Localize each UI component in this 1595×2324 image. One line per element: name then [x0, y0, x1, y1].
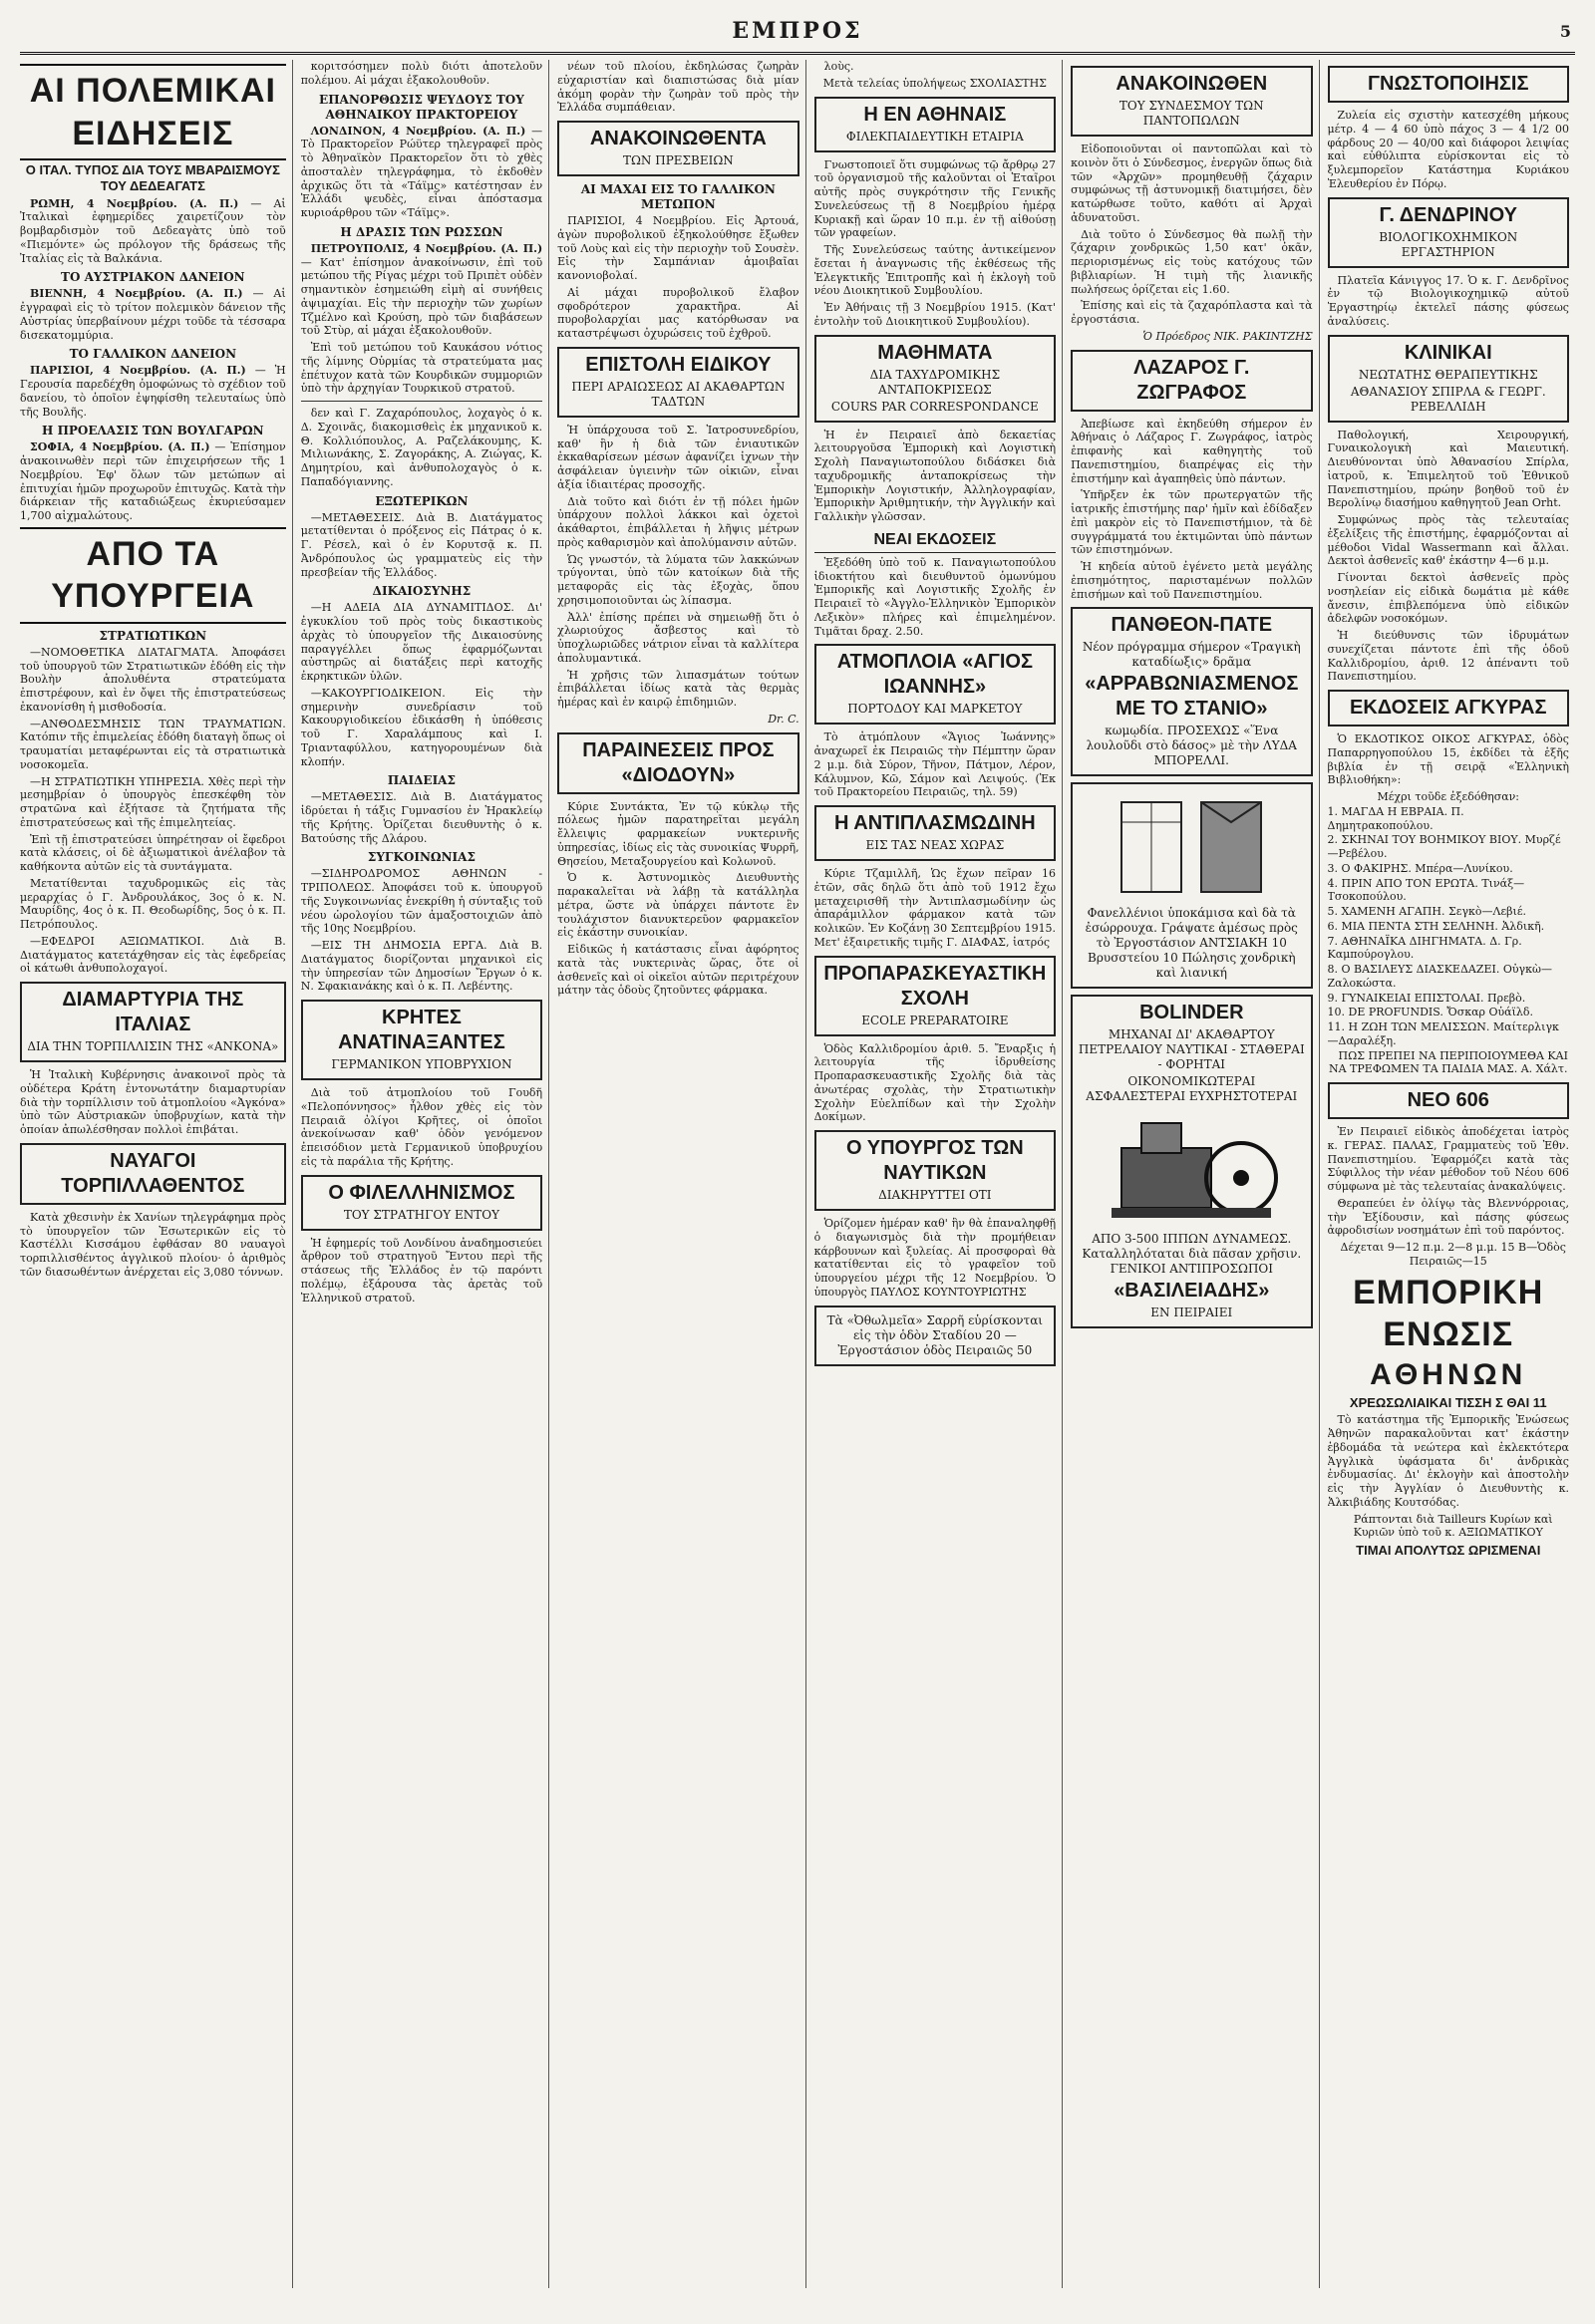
dispatch-text: — Αἱ Ἰταλικαὶ ἐφημερίδες χαιρετίζουν τὸν βομβαρδισμὸν τοῦ Δεδεαγὰτς ὑπὸ τοῦ «Πιεμόντε» ὡς πρόλογον τῆς δράσεως τῆς Ἰταλίας εἰς τὰ Βαλκάνια.	[20, 196, 286, 265]
article-paragraph: Συμφώνως πρὸς τὰς τελευταίας ἐξελίξεις τῆς ἐπιστήμης, ἐφαρμόζονται αἱ μέθοδοι Vidal Wassermann καὶ ἄλλαι. Δεκτοὶ ἀσθενεῖς καθ' ἑκάστην 4—6 μ.μ.	[1327, 513, 1569, 568]
article-paragraph: —ΕΦΕΔΡΟΙ ΑΞΙΩΜΑΤΙΚΟΙ. Διὰ Β. Διατάγματος κατετάχθησαν εἰς τὰς ἐφεδρείας οἱ κάτωθι ἀνθυπολοχαγοί.	[20, 934, 286, 976]
article-paragraph: —ΜΕΤΑΘΕΣΙΣ. Διὰ Β. Διατάγματος ἱδρύεται ἡ τάξις Γυμνασίου ἐν Ἡρακλείῳ τῆς Κρήτης. Ὁρίζεται διευθυντὴς ὁ κ. Βατούσης τῆς Δλάρου.	[300, 790, 543, 845]
article-paragraph: Γίνονται δεκτοὶ ἀσθενεῖς πρὸς νοσηλείαν εἰς εἰδικὰ δωμάτια μὲ κάθε ἄνεσιν, ἐπιβλεπόμενα ὑπὸ εἰδικῶν ἀδελφῶν νοσοκόμων.	[1327, 571, 1569, 626]
box-title: ΕΚΔΟΣΕΙΣ ΑΓΚΥΡΑΣ	[1350, 697, 1547, 719]
article-paragraph: Ὁδὸς Καλλιδρομίου ἀριθ. 5. Ἔναρξις ἡ λειτουργία τῆς ἱδρυθείσης Προπαρασκευαστικῆς Σχολῆς διὰ τὰς ἀνωτέρας σχολὰς, τὴν Στρατιωτικὴν Σχολὴν Εὐελπίδων καὶ τὴν Σχολὴν Δοκίμων.	[813, 1041, 1057, 1124]
article-paragraph: λοὺς.	[823, 60, 854, 73]
box-title: ΛΑΖΑΡΟΣ Γ. ΖΩΓΡΑΦΟΣ	[1133, 356, 1250, 404]
article-paragraph: Ἡ κηδεία αὐτοῦ ἐγένετο μετὰ μεγάλης ἐπισημότητος, παρισταμένων πολλῶν ἐπισήμων καὶ τοῦ Πανεπιστημίου.	[1071, 560, 1313, 601]
box-title: ΝΑΥΑΓΟΙ ΤΟΡΠΙΛΛΑΘΕΝΤΟΣ	[61, 1149, 245, 1197]
clinic-ad-box	[1328, 335, 1569, 423]
obituary-box	[1071, 350, 1312, 412]
article-paragraph: Ἐπίσης καὶ εἰς τὰ ζαχαρόπλαστα καὶ τὰ ἐργοστάσια.	[1071, 299, 1313, 326]
masthead-title: ΕΜΠΡΟΣ	[732, 18, 863, 44]
section-subhead: ΣΤΡΑΤΙΩΤΙΚΩΝ	[99, 628, 207, 643]
article-paragraph: —ΝΟΜΟΘΕΤΙΚΑ ΔΙΑΤΑΓΜΑΤΑ. Ἀποφάσει τοῦ ὑπουργοῦ τῶν Στρατιωτικῶν ἐδόθη εἰς τὴν Βουλὴν ἀπολυθέντα στρατεύματα ἐπιστρέφουν, καὶ ἐν ὄψει τῆς ἐπιστρατεύσεως ἐκανονίσθη ἡ μισθοδοσία.	[20, 645, 286, 714]
article-paragraph: Διὰ τοῦ ἀτμοπλοίου τοῦ Γουδῆ «Πελοπόννησος» ἦλθον χθὲς εἰς τὸν Πειραιᾶ ὀλίγοι Κρῆτες, οἱ ὁποῖοι ἀνεκοίνωσαν καθ' ὁδὸν γενόμενον ἐπεισόδιον μετὰ Γερμανικοῦ ὑποβρυχίου εἰς τὰ παράλια τῆς Κρήτης.	[300, 1086, 543, 1168]
column-4	[814, 60, 1063, 2288]
ad-box	[814, 956, 1056, 1036]
article-paragraph	[20, 440, 286, 523]
divider	[301, 401, 542, 402]
article-heading-box	[557, 732, 798, 794]
article-heading-box	[557, 347, 798, 418]
box-subtitle: ΓΕΡΜΑΝΙΚΟΝ ΥΠΟΒΡΥΧΙΟΝ	[331, 1057, 512, 1071]
dateline: ΡΩΜΗ, 4 Νοεμβρίου. (Α. Π.)	[30, 196, 239, 210]
article-paragraph: Ὑπῆρξεν ἐκ τῶν πρωτεργατῶν τῆς ἰατρικῆς ἐπιστήμης παρ' ἡμῖν καὶ ἐδίδαξεν ἐπὶ μακρὸν εἰς τὸ Πανεπιστήμιον, τὰ δὲ συγγράμματά του ἐκτιμῶνται ὑπὸ πάντων τῶν ἐπιστημόνων.	[1071, 488, 1313, 557]
emporiki-ad	[1328, 1272, 1569, 1560]
box-title: ΚΡΗΤΕΣ ΑΝΑΤΙΝΑΞΑΝΤΕΣ	[338, 1007, 505, 1053]
article-paragraph: Ὁρίζομεν ἡμέραν καθ' ἣν θὰ ἐπαναληφθῇ ὁ διαγωνισμὸς διὰ τὴν προμήθειαν κάρβουνων καὶ ξυλείας. Αἱ προσφοραὶ θὰ κατατίθενται εἰς τὸ γραφεῖον τοῦ ὑπουργείου μέχρι τῆς 12 Νοεμβρίου. Ὁ ὑπουργὸς ΠΑΥΛΟΣ ΚΟΥΝΤΟΥΡΙΩΤΗΣ	[813, 1217, 1057, 1299]
section-subhead: ΠΑΙΔΕΙΑΣ	[387, 773, 456, 788]
column-2	[301, 60, 549, 2288]
dateline: ΠΕΤΡΟΥΠΟΛΙΣ, 4 Νοεμβρίου. (Α. Π.)	[310, 241, 543, 255]
box-title: ΜΑΘΗΜΑΤΑ	[877, 341, 993, 364]
article-paragraph: Κύριε Συντάκτα, Ἐν τῷ κύκλῳ τῆς πόλεως ἡμῶν παρατηρεῖται μεγάλη ἔλλειψις φαρμακείων νυκτερινῆς ὑπηρεσίας, ἰδίως εἰς τὰς συνοικίας Ψυρρῆ, Θησείου, Μεταξουργείου καὶ Κολωνοῦ.	[557, 799, 799, 868]
ad-title-city: ΑΘΗΝΩΝ	[1370, 1357, 1527, 1391]
article-heading-box	[20, 1143, 286, 1205]
box-title: BOLINDER	[1139, 1002, 1244, 1024]
article-paragraph: —ΕΙΣ ΤΗ ΔΗΜΟΣΙΑ ΕΡΓΑ. Διὰ Β. Διατάγματος διορίζονται μηχανικοὶ εἰς τὴν ὑπηρεσίαν τῶν Δημοσίων Ἔργων ὁ κ. Ν. Σφακιανάκης καὶ ὁ κ. Π. Λεβέντης.	[300, 939, 543, 994]
section-subhead: ΣΥΓΚΟΙΝΩΝΙΑΣ	[367, 850, 476, 865]
article-paragraph: Ἐν Ἀθήναις τῇ 3 Νοεμβρίου 1915. (Κατ' ἐντολὴν τοῦ Διοικητικοῦ Συμβουλίου).	[813, 301, 1057, 328]
box-subtitle: ΤΩΝ ΠΡΕΣΒΕΙΩΝ	[622, 153, 734, 167]
article-paragraph: Πλατεῖα Κάνιγγος 17. Ὁ κ. Γ. Δενδρῖνος ἐν τῷ Βιολογικοχημικῷ αὐτοῦ Ἐργαστηρίῳ ἐκτελεῖ πάσης φύσεως ἀναλύσεις.	[1327, 273, 1569, 328]
box-title: ΑΝΑΚΟΙΝΩΘΕΝ	[1116, 73, 1268, 95]
box-title: ΠΑΝΘΕΟΝ-ΠΑΤΕ	[1111, 614, 1273, 637]
article-paragraph: Ἡ διεύθυνσις τῶν ἰδρυμάτων συνεχίζεται πάντοτε ἐπὶ τῆς ὁδοῦ Καλλιδρομίου, ἀριθ. 12 ἀπέναντι τοῦ Πανεπιστημίου.	[1327, 629, 1569, 684]
section-heading: ΝΕΑΙ ΕΚΔΟΣΕΙΣ	[814, 530, 1056, 553]
film-title: «ΑΡΡΑΒΩΝΙΑΣΜΕΝΟΣ ΜΕ ΤΟ ΣΤΑΝΙΟ»	[1085, 673, 1299, 721]
notice-box	[814, 1130, 1056, 1211]
article-paragraph: Ὡς γνωστόν, τὰ λύματα τῶν λακκώνων τρύγονται, ὑπὸ τῶν κατοίκων διὰ τῆς μεταφορᾶς εἰς τὰς ἐξοχὰς, ὅπου χρησιμοποιοῦνται ὡς λίπασμα.	[557, 552, 799, 607]
column-6	[1328, 60, 1575, 2288]
section-subhead: ΕΠΑΝΟΡΘΩΣΙΣ ΨΕΥΔΟΥΣ ΤΟΥ ΑΘΗΝΑΙΚΟΥ ΠΡΑΚΤΟΡΕΙΟΥ	[319, 92, 524, 122]
newspaper-page	[20, 16, 1575, 2288]
article-paragraph: Διὰ τοῦτο ὁ Σύνδεσμος θὰ πωλῇ τὴν ζάχαριν χονδρικῶς 1,50 κατ' ὀκᾶν, περιορισμένως εἰς τοὺς κατόχους τῶν βιβλιαρίων. Ἡ τιμὴ τῆς λιανικῆς πωλήσεως ὁρίζεται εἰς 1.60.	[1071, 227, 1313, 296]
article-paragraph	[301, 242, 542, 338]
article-paragraph	[20, 197, 286, 266]
article-paragraph: Δέχεται 9—12 π.μ. 2—8 μ.μ. 15 Β—Ὁδὸς Πειραιῶς—15	[1340, 1241, 1566, 1268]
notice-box	[1071, 66, 1312, 137]
box-title: ΔΙΑΜΑΡΤΥΡΙΑ ΤΗΣ ΙΤΑΛΙΑΣ	[62, 989, 244, 1035]
article-paragraph	[20, 364, 286, 419]
dateline: ΣΟΦΙΑ, 4 Νοεμβρίου. (Α. Π.)	[30, 440, 210, 454]
article-paragraph: Ἐπὶ τοῦ μετώπου τοῦ Καυκάσου νότιος τῆς λίμνης Οὐρμίας τὰ στρατεύματα μας ἐπέτυχον κατὰ τῶν Κουρδικῶν συμμοριῶν ὑπὸ τὴν ἀρχηγίαν Τουρκικοῦ στρατοῦ.	[300, 341, 543, 396]
list-item: 10. DE PROFUNDIS. Ὄσκαρ Οὐάϊλδ.	[1327, 1006, 1534, 1019]
ad-box	[814, 644, 1056, 725]
headline-war-news: ΑΙ ΠΟΛΕΜΙΚΑΙ ΕΙΔΗΣΕΙΣ	[20, 64, 286, 160]
article-paragraph: Διὰ τοῦτο καὶ διότι ἐν τῇ πόλει ἡμῶν ὑπάρχουν πολλοὶ λάκκοι καὶ ὀχετοὶ ἀκάθαρτοι, ἐπιβάλλεται ἡ λῆψις μέτρων πρὸς καθαρισμὸν καὶ ἀπολύμανσιν αὐτῶν.	[557, 494, 799, 549]
dateline: ΒΙΕΝΝΗ, 4 Νοεμβρίου. (Α. Π.)	[30, 287, 243, 301]
dispatch-text: — Αἱ ἐγγραφαὶ εἰς τὸ τρίτον πολεμικὸν δάνειον τῆς Αὐστρίας ὑπερβαίνουν μέχρι τοῦδε τὰ τέσσαρα δισεκατομμύρια.	[20, 287, 286, 342]
engine-ad-box	[1071, 995, 1312, 1328]
article-paragraph: Ράπτονται διὰ Tailleurs Κυρίων καὶ Κυριῶν ὑπὸ τοῦ κ. ΑΞΙΩΜΑΤΙΚΟΥ	[1353, 1512, 1553, 1540]
article-paragraph: Ὁ κ. Ἀστυνομικὸς Διευθυντὴς παρακαλεῖται νὰ λάβῃ τὰ κατάλληλα μέτρα, ὥστε νὰ ὑπάρχει πάντοτε ἓν τουλάχιστον διανυκτερεῦον φαρμακεῖον εἰς ἑκάστην συνοικίαν.	[557, 871, 799, 940]
article-paragraph	[301, 125, 542, 220]
underwear-ad-box	[1071, 782, 1312, 989]
subheadline-italian-press: Ο ΙΤΑΛ. ΤΥΠΟΣ ΔΙΑ ΤΟΥΣ ΜΒΑΡΔΙΣΜΟΥΣ ΤΟΥ ΔΕΔΕΑΓΑΤΣ	[25, 162, 280, 194]
box-title: ΕΠΙΣΤΟΛΗ ΕΙΔΙΚΟΥ	[585, 353, 772, 376]
article-paragraph: Εἰδικῶς ἡ κατάστασις εἶναι ἀφόρητος κατὰ τὰς νυκτερινὰς ὥρας, ὅτε οἱ ἀσθενεῖς καὶ οἱ οἰκεῖοι αὐτῶν περιτρέχουν μάτην τὰς ὁδοὺς ζητοῦντες φάρμακα.	[557, 943, 799, 998]
box-subtitle: ΝΕΩΤΑΤΗΣ ΘΕΡΑΠΕΥΤΙΚΗΣ	[1358, 367, 1538, 382]
list-item: 2. ΣΚΗΝΑΙ ΤΟΥ ΒΟΗΜΙΚΟΥ ΒΙΟΥ. Μυρζέ—Ρεβέλου.	[1327, 833, 1561, 860]
article-paragraph: Ἀπεβίωσε καὶ ἐκηδεύθη σήμερον ἐν Ἀθήναις ὁ Λάζαρος Γ. Ζωγράφος, ἰατρὸς ἐπιφανὴς καὶ καθηγητὴς τοῦ Πανεπιστημίου, διαπρέψας εἰς τὴν ἐπιστήμην καὶ ἀγαπηθεὶς ὑπὸ πάντων.	[1071, 417, 1313, 485]
article-paragraph: —Η ΣΤΡΑΤΙΩΤΙΚΗ ΥΠΗΡΕΣΙΑ. Χθὲς περὶ τὴν μεσημβρίαν ὁ ὑπουργὸς ἐπεσκέφθη τὸν στρατῶνα καὶ ἐξήτασε τὰ ζητήματα τῆς ἐπιστρατεύσεως καὶ τῆς ἐπιμελητείας.	[20, 774, 286, 829]
article-heading-box	[20, 982, 286, 1062]
article-paragraph: —Η ΑΔΕΙΑ ΔΙΑ ΔΥΝΑΜΙΤΙΔΟΣ. Δι' ἐγκυκλίου τοῦ πρὸς τοὺς δικαστικοὺς ἀρχὰς τὸ ὑπουργεῖον τῆς Δικαιοσύνης παραγγέλλει ὅπως ἐφαρμόζωνται αὐστηρῶς αἱ διατάξεις περὶ κατοχῆς ἐκρηκτικῶν ὑλῶν.	[300, 601, 543, 683]
section-subhead: Η ΠΡΟΕΛΑΣΙΣ ΤΩΝ ΒΟΥΛΓΑΡΩΝ	[42, 424, 264, 438]
notice-box	[814, 335, 1056, 423]
article-paragraph: Θεραπεύει ἐν ὀλίγῳ τὰς Βλεννόρροιας, τὴν Ἐξίδουσιν, καὶ πάσης φύσεως ἀφροδισίων νοσημάτων ἐπὶ τοῦ παρόντος.	[1327, 1196, 1569, 1238]
article-paragraph: Εἰδοποιοῦνται οἱ παντοπῶλαι καὶ τὸ κοινὸν ὅτι ὁ Σύνδεσμος, ἐνεργῶν ὅπως διὰ τῶν «Ἀρχῶν» προμηθευθῇ ζάχαριν συμφώνως τῇ ἀστυνομικῇ διατιμήσει, δὲν κατώρθωσε τοῦτο, καθότι αἱ Ἀρχαὶ ἀδυνατοῦσι.	[1071, 143, 1313, 224]
article-paragraph: —ΑΝΘΟΔΕΣΜΗΣΙΣ ΤΩΝ ΤΡΑΥΜΑΤΙΩΝ. Κατόπιν τῆς ἐπιμελείας ἐδόθη διαταγὴ ὅπως οἱ τραυματίαι μεταφέρωνται εἰς τὰ στρατιωτικὰ νοσοκομεῖα.	[20, 717, 286, 771]
box-title: Ο ΥΠΟΥΡΓΟΣ ΤΩΝ ΝΑΥΤΙΚΩΝ	[845, 1137, 1024, 1184]
list-item: 1. ΜΑΓΔΑ Η ΕΒΡΑΙΑ. Π. Δημητρακοπούλου.	[1327, 804, 1464, 832]
section-subhead: ΔΙΚΑΙΟΣΥΝΗΣ	[372, 584, 472, 599]
box-subtitle: ΕΙΣ ΤΑΣ ΝΕΑΣ ΧΩΡΑΣ	[865, 838, 1005, 852]
article-paragraph: Τὸ κατάστημα τῆς Ἐμπορικῆς Ἑνώσεως Ἀθηνῶν παρακαλοῦνται κατ' ἑκάστην ἑβδομάδα τὰ νεώτερα καὶ ἐκλεκτότερα Ἀγγλικὰ ὑφάσματα δι' ἀνδρικὰς ἐνδυμασίας. Δι' ἐκλογὴν καὶ ἀποστολὴν εἰς τὴν Ἀγγλίαν ὁ Διευθυντὴς κ. Ἀλκιβιάδης Κουτσόδας.	[1327, 1413, 1569, 1509]
article-paragraph: Ἐπὶ τῇ ἐπιστρατεύσει ὑπηρέτησαν οἱ ἔφεδροι κατὰ κλάσεις, οἱ δὲ ἀξιωματικοὶ ἀνέλαβον τὰ καθήκοντα αὐτῶν εἰς τὰ συντάγματα.	[20, 832, 286, 873]
ad-text: Τὰ «Ὀθωλμεῖα» Σαρρῆ εὑρίσκονται εἰς τὴν ὁδὸν Σταδίου 20 — Ἐργοστάσιον ὁδὸς Πειραιῶς 50	[826, 1312, 1043, 1357]
signature: Ὁ Πρόεδρος ΝΙΚ. ΡΑΚΙΝΤΖΗΣ	[1142, 329, 1313, 343]
dispatch-text: — Τὸ Πρακτορεῖον Ρώϋτερ τηλεγραφεῖ πρὸς τὸ Ἀθηναϊκὸν Πρακτορεῖον ὅτι τὸ χθὲς ἀποσταλὲν τηλεγράφημα, τὸ ἐκδοθὲν ἀρχικῶς ὅτι τὰ «Τάϊμς» κατέστησαν ἐν Ἑλλάδι ψευδὲς, εἶναι ἀπόστασμα κυριοάρθρου τῶν «Τάϊμς».	[300, 124, 543, 219]
box-subtitle: ΔΙΑΚΗΡΥΤΤΕΙ ΟΤΙ	[878, 1188, 992, 1202]
list-item: 7. ΑΘΗΝΑΪΚΑ ΔΙΗΓΗΜΑΤΑ. Δ. Γρ. Καμπούρογλου.	[1327, 934, 1522, 962]
dispatch-text: — Ἐπίσημον ἀνακοινωθὲν περὶ τῶν ἐπιχειρήσεων τῆς 1 Νοεμβρίου. Ἐφ' ὅλων τῶν μετώπων αἱ ἐπιτυχίαι ἡμῶν προχωροῦν ἐπιτυχῶς. Κατὰ τὴν διάρκειαν τῆς καταδιώξεως ἐκυριεύσαμεν 1,700 αἰχμαλώτους.	[20, 440, 286, 522]
box-subtitle: ΦΙΛΕΚΠΑΙΔΕΥΤΙΚΗ ΕΤΑΙΡΙΑ	[845, 129, 1024, 144]
box-subtitle-french: COURS PAR CORRESPONDANCE	[830, 399, 1039, 414]
article-heading-box	[557, 121, 798, 176]
dispatch-text: — Ἡ Γερουσία παρεδέχθη ὁμοφώνως τὸ σχέδιον τοῦ δανείου, τὸ ὁποῖον ἐψηφίσθη τελευταίως ὑπὸ τῆς Βουλῆς.	[20, 364, 286, 419]
book-list-title: Μέχρι τοῦδε ἐξεδόθησαν:	[1377, 790, 1520, 803]
article-paragraph: Γνωστοποιεῖ ὅτι συμφώνως τῷ ἄρθρῳ 27 τοῦ ὀργανισμοῦ τῆς καλοῦνται οἱ Ἑταῖροι αὐτῆς πρὸς συγκρότησιν τῆς Γενικῆς Συνελεύσεως τῇ 8 Νοεμβρίου ἡμέρᾳ Κυριακῇ καὶ ὥραν 10 π.μ. ἐν τῇ αἰθούσῃ τῶν γραφείων.	[813, 157, 1057, 240]
section-subhead: ΤΟ ΑΥΣΤΡΙΑΚΟΝ ΔΑΝΕΙΟΝ	[61, 270, 245, 285]
article-paragraph: Ἡ Ἰταλικὴ Κυβέρνησις ἀνακοινοῖ πρὸς τὰ οὐδέτερα Κράτη ἐντονωτάτην διαμαρτυρίαν διὰ τὴν τορπίλλισιν τοῦ ἀτμοπλοίου «Ἀγκόνα» ὑπὸ τῶν Αὐστριακῶν ὑποβρυχίων, κατὰ τὴν ὁποίαν ἀπωλέσθησαν πολλοὶ ἐπιβάται.	[20, 1068, 286, 1136]
box-title: ΚΛΙΝΙΚΑΙ	[1404, 341, 1492, 364]
section-subhead: ΤΟ ΓΑΛΛΙΚΟΝ ΔΑΝΕΙΟΝ	[69, 347, 237, 362]
medical-ad-box	[1328, 1082, 1569, 1119]
engine-illustration-icon	[1092, 1108, 1291, 1228]
lab-ad-box	[1328, 197, 1569, 268]
ad-footer: ΤΙΜΑΙ ΑΠΟΛΥΤΩΣ ΩΡΙΣΜΕΝΑΙ	[1356, 1543, 1541, 1558]
page-number: 5	[1559, 22, 1571, 41]
article-paragraph: Ἐξεδόθη ὑπὸ τοῦ κ. Παναγιωτοπούλου ἰδιοκτήτου καὶ διευθυντοῦ ὁμωνύμου Ἐμπορικῆς καὶ Λογιστικῆς Σχολῆς ἐν Πειραιεῖ τὸ «Ἀγγλο-Ἑλληνικὸν Ἐμπορικὸν Λεξικὸν» πλήρες καὶ ἐπιμελημένον. Τιμᾶται δραχ. 2.50.	[813, 555, 1057, 638]
article-paragraph: Κύριε Τζαμιλλῆ, Ὡς ἔχων πεῖραν 16 ἐτῶν, σᾶς δηλῶ ὅτι ἀπὸ τοῦ 1912 ἔχω μεταχειρισθῆ τὴν Ἀντιπλασμωδίνην ὡς ἀπαράμιλλον φάρμακον κατὰ τῶν κολικῶν. Ἐν Κοζάνῃ 30 Σεπτεμβρίου 1915. Μετ' ἐξαιρετικῆς τιμῆς Γ. ΔΙΑΦΑΣ, ἰατρός	[813, 867, 1057, 949]
box-subtitle: ΤΟΥ ΣΤΡΑΤΗΓΟΥ ΕΝΤΟΥ	[343, 1207, 500, 1222]
ad-text: ΑΠΟ 3-500 ΙΠΠΩΝ ΔΥΝΑΜΕΩΣ. Καταλληλόταται διὰ πᾶσαν χρῆσιν. ΓΕΝΙΚΟΙ ΑΝΤΙΠΡΟΣΩΠΟΙ	[1082, 1232, 1302, 1277]
article-heading-box	[301, 1175, 542, 1231]
article-paragraph: ΠΑΡΙΣΙΟΙ, 4 Νοεμβρίου. Εἰς Ἀρτουά, ἀγὼν πυροβολικοῦ ἐξηκολούθησε ἔξωθεν τοῦ Λοὺς καὶ εἰς τὴν περιοχὴν τοῦ Σουσὲν. Εἰς τὴν Σαμπάνιαν ἀμοιβαῖαι κανονιοβολαί.	[557, 214, 799, 282]
list-item: 11. Η ΖΩΗ ΤΩΝ ΜΕΛΙΣΣΩΝ. Μαίτερλιγκ—Δαραλέξη.	[1327, 1020, 1559, 1047]
section-subhead: Η ΔΡΑΣΙΣ ΤΩΝ ΡΩΣΣΩΝ	[340, 224, 503, 239]
box-title: ΑΤΜΟΠΛΟΙΑ «ΑΓΙΟΣ ΙΩΑΝΝΗΣ»	[836, 651, 1033, 699]
article-paragraph: Ζυλεία εἰς σχιστὴν κατεσχέθη μήκους μέτρ. 4 — 4 60 ὑπὸ πάχος 3 — 4 1/2 00 φάρδους 20 — 40/00 καὶ διάφοροι λειψίας καὶ εὑθύλιπτα εὑρίσκονται εἰς τὸ ξυλεμπορεῖον Κατάστημα Κυριάκου Ἐλευθερίου ἐν Πόρῳ.	[1327, 109, 1569, 190]
article-paragraph: Κατὰ χθεσινὴν ἐκ Χανίων τηλεγράφημα πρὸς τὸ ὑπουργεῖον τῶν Ἐσωτερικῶν εἰς τὸ Καστέλλι Κισσάμου ἐφθάσαν 80 ναυαγοὶ τορπιλλισθέντος ἀγγλικοῦ πλοίου· ὁ ἀριθμὸς τῶν διασωθέντων ἀνέρχεται εἰς 3,080 τόννων.	[20, 1210, 286, 1279]
article-paragraph: νέων τοῦ πλοίου, ἐκδηλώσας ζωηρὰν εὐχαριστίαν καὶ διαπιστώσας διὰ μίαν ἀκόμη φορὰν τὴν ζωηρὰν τοῦ πρὸς τὴν Ἑλλάδα συμπάθειαν.	[557, 60, 799, 115]
article-paragraph: δεν καὶ Γ. Ζαχαρόπουλος, λοχαγὸς ὁ κ. Δ. Σχοινᾶς, διακομισθεὶς ἐκ μηχανικοῦ κ. Θ. Κολλιόπουλος, Α. Ραζελάκουμης, Κ. Μιλιωνάκης, Σ. Ζαγοράκης, Α. Ζιώγας, Κ. Δημητρίου, καὶ ἀνθυπολοχαγὸς ὁ κ. Παπαδόγιαννης.	[300, 407, 543, 488]
list-item: 9. ΓΥΝΑΙΚΕΙΑΙ ΕΠΙΣΤΟΛΑΙ. Πρεβὸ.	[1327, 991, 1526, 1005]
article-paragraph: Ὁ ΕΚΔΟΤΙΚΟΣ ΟΙΚΟΣ ΑΓΚΥΡΑΣ, ὁδὸς Παπαρρηγοπούλου 15, ἐκδίδει τὰ ἑξῆς βιβλία ἐν τῇ σειρᾷ «Ἑλληνικὴ Βιβλιοθήκη»:	[1327, 732, 1569, 787]
ad-subtitle: ΧΡΕΩΣΩΛΙΑΙΚΑΙ ΤΙΣΣΗ Σ ΘΑΙ 11	[1349, 1395, 1547, 1410]
article-paragraph	[20, 287, 286, 342]
box-subtitle: ΠΟΡΤΟΔΟΥ ΚΑΙ ΜΑΡΚΕΤΟΥ	[847, 702, 1023, 717]
box-subtitle: ΠΕΡΙ ΑΡΑΙΩΣΕΩΣ ΑΙ ΑΚΑΘΑΡΤΩΝ ΤΑΔΤΩΝ	[571, 379, 786, 409]
ad-box	[814, 1306, 1056, 1366]
box-title: ΑΝΑΚΟΙΝΩΘΕΝΤΑ	[589, 128, 767, 149]
article-paragraph: —ΚΑΚΟΥΡΓΙΟΔΙΚΕΙΟΝ. Εἰς τὴν σημερινὴν συνεδρίασιν τοῦ Κακουργιοδικείου ἐδικάσθη ἡ ὑπόθεσις τοῦ Γ. Χαραλάμπους καὶ Ι. Τριανταφύλλου, κατηγορουμένων διὰ κλοπήν.	[300, 686, 543, 768]
box-subtitle: ΑΘΑΝΑΣΙΟΥ ΣΠΙΡΛΑ & ΓΕΩΡΓ. ΡΕΒΕΛΛΙΔΗ	[1350, 384, 1546, 414]
list-item: 5. ΧΑΜΕΝΗ ΑΓΑΠΗ. Σεγκὸ—Λεβιέ.	[1327, 905, 1527, 918]
box-title: Γ. ΔΕΝΔΡΙΝΟΥ	[1379, 203, 1517, 226]
article-paragraph: Ἡ ὑπάρχουσα τοῦ Σ. Ἰατροσυνεδρίου, καθ' ἣν ἡ διὰ τῶν ἐνιαυτικῶν ἐκκαθαρίσεων μέσων ἀφανίζει ἰχνων τὴν ἀσφάλειαν ὑγιεινὴν τῶν οἰκιῶν, εἶναι ἀξία ἰδιαιτέρας προσοχῆς.	[557, 423, 799, 491]
box-title: Ο ΦΙΛΕΛΛΗΝΙΣΜΟΣ	[328, 1181, 515, 1204]
box-title: ΓΝΩΣΤΟΠΟΙΗΣΙΣ	[1368, 73, 1529, 95]
article-paragraph: —ΜΕΤΑΘΕΣΕΙΣ. Διὰ Β. Διατάγματος μετατίθενται ὁ πρόξενος εἰς Πάτρας ὁ κ. Γ. Ρέσελ, καὶ ὁ ἐν Κορυτσᾷ κ. Π. Ἀνδρόπουλος ὡς γραμματεὺς εἰς τὴν πρεσβείαν τῆς Ἑλλάδος.	[300, 510, 543, 579]
article-heading-box	[301, 1000, 542, 1080]
headline-ministries: ΑΠΟ ΤΑ ΥΠΟΥΡΓΕΙΑ	[20, 527, 286, 624]
box-subtitle: ΔΙΑ ΤΑΧΥΔΡΟΜΙΚΗΣ ΑΝΤΑΠΟΚΡΙΣΕΩΣ	[869, 367, 1001, 397]
ad-box	[814, 805, 1056, 861]
article-paragraph: Τῆς Συνελεύσεως ταύτης ἀντικείμενον ἔσεται ἡ ἀναγνωσις τῆς ἐκθέσεως τῆς Ἐλεγκτικῆς Ἐπιτροπῆς καὶ ἡ ἐκλογὴ τοῦ νέου Διοικητικοῦ Συμβουλίου.	[813, 243, 1057, 298]
list-item: 4. ΠΡΙΝ ΑΠΟ ΤΟΝ ΕΡΩΤΑ. Τινάξ—Τσοκοπούλου.	[1327, 876, 1525, 904]
box-subtitle: ΜΗΧΑΝΑΙ ΔΙ' ΑΚΑΘΑΡΤΟΥ ΠΕΤΡΕΛΑΙΟΥ ΝΑΥΤΙΚΑΙ - ΣΤΑΘΕΡΑΙ - ΦΟΡΗΤΑΙ	[1078, 1027, 1305, 1072]
box-subtitle: ECOLE PREPARATOIRE	[861, 1013, 1009, 1027]
article-paragraph: Τὸ ἀτμόπλουν «Ἅγιος Ἰωάννης» ἀναχωρεῖ ἐκ Πειραιῶς τὴν Πέμπτην ὥραν 2 μ.μ. διὰ Σύρον, Τῆνον, Πάτμον, Λέρον, Κάλυμνον, Κῶ, Σάμον καὶ Λειψούς. (Ἐκ τοῦ Πρακτορείου Πειραιῶς, τηλ. 59)	[813, 730, 1057, 799]
box-subtitle: ΔΙΑ ΤΗΝ ΤΟΡΠΙΛΛΙΣΙΝ ΤΗΣ «ΑΝΚΟΝΑ»	[27, 1039, 279, 1053]
box-title: ΠΑΡΑΙΝΕΣΕΙΣ ΠΡΟΣ «ΔΙΟΔΟΥΝ»	[582, 738, 775, 786]
box-title: ΠΡΟΠΑΡΑΣΚΕΥΑΣΤΙΚΗ ΣΧΟΛΗ	[823, 962, 1047, 1010]
garment-illustration-icon	[1102, 792, 1281, 902]
article-paragraph: ΠΩΣ ΠΡΕΠΕΙ ΝΑ ΠΕΡΙΠΟΙΟΥΜΕΘΑ ΚΑΙ ΝΑ ΤΡΕΦΩΜΕΝ ΤΑ ΠΑΙΔΙΑ ΜΑΣ. Α. Χάλτ.	[1328, 1048, 1568, 1076]
box-title: «ΒΑΣΙΛΕΙΑΔΗΣ»	[1114, 1280, 1270, 1303]
article-paragraph: Ἐν Πειραιεῖ εἰδικὸς ἀποδέχεται ἰατρὸς κ. ΓΕΡΑΣ. ΠΑΛΑΣ, Γραμματεὺς τοῦ Ἐθν. Πανεπιστημίου. Ἐφαρμόζει κατὰ τὰς Σύφιλλος τὴν νέαν μέθοδον τοῦ Νέου 606 σύμφωνα μὲ τὰς τελευταίας ἀνακαλύψεις.	[1327, 1125, 1569, 1193]
article-paragraph: Ἡ ἐφημερίς τοῦ Λονδίνου ἀναδημοσιεύει ἄρθρον τοῦ στρατηγοῦ Ἔντου περὶ τῆς στάσεως τῆς Ἑλλάδος ἐν τῷ παρόντι πολέμῳ, ἐξάρουσα τὰς ἀρετὰς τοῦ Ἑλληνικοῦ στρατοῦ.	[300, 1236, 543, 1305]
notice-box	[1328, 66, 1569, 103]
article-paragraph: Ἡ χρῆσις τῶν λιπασμάτων τούτων ἐπιβάλλεται ἰδίως κατὰ τὰς θερμὰς ἡμέρας καὶ ἐν καιρῷ ἐπιδημιῶν.	[557, 668, 799, 709]
dispatch-text: — Κατ' ἐπίσημον ἀνακοίνωσιν, ἐπὶ τοῦ μετώπου τῆς Ρίγας μέχρι τοῦ Πριπὲτ οὐδὲν σημαντικὸν ἐσημειώθη εἰμὴ αἱ συνήθεις ἀψιμαχίαι. Εἰς τὴν περιοχὴν τῶν χωρίων Τζμέλνο καὶ Κρούση, πρὸ τῶν διαβάσεων τοῦ Στὺρ, αἱ μάχαι ἐξακολουθοῦν.	[300, 255, 543, 338]
column-1	[20, 60, 293, 2288]
cinema-ad-box	[1071, 607, 1312, 776]
article-paragraph: Μετατίθενται ταχυδρομικῶς εἰς τὰς μεραρχίας ὁ Γ. Ἀνδρουλάκος, 3ος ὁ κ. Ν. Μαυρίδης, 4ος ὁ κ. Π. Θεοδωρίδης, 5ος ὁ κ. Π. Πετρόπουλος.	[20, 876, 286, 931]
article-paragraph: κοριτσόσημεν πολὺ διότι ἀποτελοῦν πολέμου. Αἱ μάχαι ἐξακολουθοῦν.	[300, 60, 543, 87]
dateline: ΠΑΡΙΣΙΟΙ, 4 Νοεμβρίου. (Α. Π.)	[30, 364, 246, 378]
article-paragraph: Ἡ ἐν Πειραιεῖ ἀπὸ δεκαετίας λειτουργοῦσα Ἐμπορικὴ καὶ Λογιστικὴ Σχολὴ Παναγιωτοπούλου διδάσκει διὰ ταχυδρομικῆς ἀνταποκρίσεως τὴν Ἐμπορικὴν Λογιστικήν, Ἀλληλογραφίαν, Ἐμπορικὴν Ἀριθμητικήν, τὴν Ἀγγλικήν καὶ Γαλλικὴν γλῶσσαν.	[813, 428, 1057, 523]
signature: Dr. C.	[768, 712, 799, 726]
ad-text: ΟΙΚΟΝΟΜΙΚΩΤΕΡΑΙ ΑΣΦΑΛΕΣΤΕΡΑΙ ΕΥΧΡΗΣΤΟΤΕΡΑΙ	[1086, 1074, 1298, 1104]
column-3	[557, 60, 805, 2288]
article-paragraph: —ΣΙΔΗΡΟΔΡΟΜΟΣ ΑΘΗΝΩΝ - ΤΡΙΠΟΛΕΩΣ. Ἀποφάσει τοῦ κ. ὑπουργοῦ τῆς Συγκοινωνίας ἐνεκρίθη ἡ σύνταξις τοῦ νέου ὡρολογίου τῶν ἁμαξοστοιχιῶν ἀπὸ τῆς 10ης Νοεμβρίου.	[300, 867, 543, 936]
section-subhead: ΕΞΩΤΕΡΙΚΩΝ	[375, 493, 469, 508]
box-subtitle: ΕΝ ΠΕΙΡΑΙΕΙ	[1150, 1306, 1233, 1320]
box-subtitle: ΒΙΟΛΟΓΙΚΟΧΗΜΙΚΟΝ ΕΡΓΑΣΤΗΡΙΟΝ	[1379, 229, 1518, 259]
list-item: 6. ΜΙΑ ΠΕΝΤΑ ΣΤΗ ΣΕΛΗΝΗ. Ἀλδικῆ.	[1327, 919, 1545, 933]
list-item: 3. Ο ΦΑΚΙΡΗΣ. Μπέρα—Λυνίκου.	[1327, 861, 1513, 875]
ad-title: ΕΜΠΟΡΙΚΗ ΕΝΩΣΙΣ	[1353, 1273, 1544, 1353]
article-paragraph: Παθολογική, Χειρουργική, Γυναικολογικὴ καὶ Μαιευτική. Διευθύνονται ὑπὸ Ἀθανασίου Σπίρλα, ἰατροῦ, κ. Ἐπιμελητοῦ τοῦ Ἐθνικοῦ Πανεπιστημίου, πρώην βοηθοῦ τοῦ ἐν Βερολίνῳ διασήμου καθηγητοῦ Jean Orht.	[1327, 428, 1569, 510]
publisher-ad-box	[1328, 690, 1569, 726]
dateline: ΛΟΝΔΙΝΟΝ, 4 Νοεμβρίου. (Α. Π.)	[310, 124, 526, 138]
article-paragraph: Ἀλλ' ἐπίσης πρέπει νὰ σημειωθῇ ὅτι ὁ χλωριούχος ἄσβεστος καὶ τὸ ὑποχλωριῶδες νάτριον εἶναι τὰ καλλίτερα ἀπολυμαντικά.	[557, 610, 799, 665]
columns	[20, 60, 1575, 2288]
list-item: 8. Ο ΒΑΣΙΛΕΥΣ ΔΙΑΣΚΕΔΑΖΕΙ. Οὐγκὼ—Ζαλοκώστα.	[1327, 963, 1552, 990]
article-paragraph: Αἱ μάχαι πυροβολικοῦ ἔλαβον σφοδρότερον χαρακτῆρα. Αἱ πυροβολαρχίαι μας κατόρθωσαν να καταστρέψωσι ὀχυρώσεις τοῦ ἐχθροῦ.	[557, 285, 799, 340]
closing-note: Μετὰ τελείας ὑπολήψεως ΣΧΟΛΙΑΣΤΗΣ	[822, 76, 1047, 90]
box-subtitle: ΤΟΥ ΣΥΝΔΕΣΜΟΥ ΤΩΝ ΠΑΝΤΟΠΩΛΩΝ	[1118, 99, 1264, 128]
column-5	[1071, 60, 1319, 2288]
box-title: Η ΑΝΤΙΠΛΑΣΜΩΔΙΝΗ	[834, 812, 1036, 834]
box-title: Η ΕΝ ΑΘΗΝΑΙΣ	[863, 103, 1007, 126]
section-subhead: ΑΙ ΜΑΧΑΙ ΕΙΣ ΤΟ ΓΑΛΛΙΚΟΝ ΜΕΤΩΠΟΝ	[580, 182, 776, 211]
ad-text: Νέον πρόγραμμα σήμερον «Τραγικὴ καταδίωξις» δρᾶμα	[1082, 640, 1301, 670]
book-list	[1328, 805, 1569, 1048]
box-title: ΝΕΟ 606	[1407, 1089, 1489, 1111]
notice-box	[814, 97, 1056, 152]
masthead	[20, 16, 1575, 55]
ad-text: κωμῳδία. ΠΡΟΣΕΧΩΣ «Ἕνα λουλοῦδι στὸ δάσος» μὲ τὴν ΛΥΔΑ ΜΠΟΡΕΛΛΙ.	[1086, 724, 1297, 768]
ad-text: Φανελλένιοι ὑποκάμισα καὶ δὰ τὰ ἐσώρρουχα. Γράψατε ἀμέσως πρὸς τὸ Ἐργοστάσιον ΑΝΤΣΙΑΚΗ 10 Βρυσστείου 10 Πώλησις χονδρικὴ καὶ λιανική	[1085, 906, 1298, 981]
